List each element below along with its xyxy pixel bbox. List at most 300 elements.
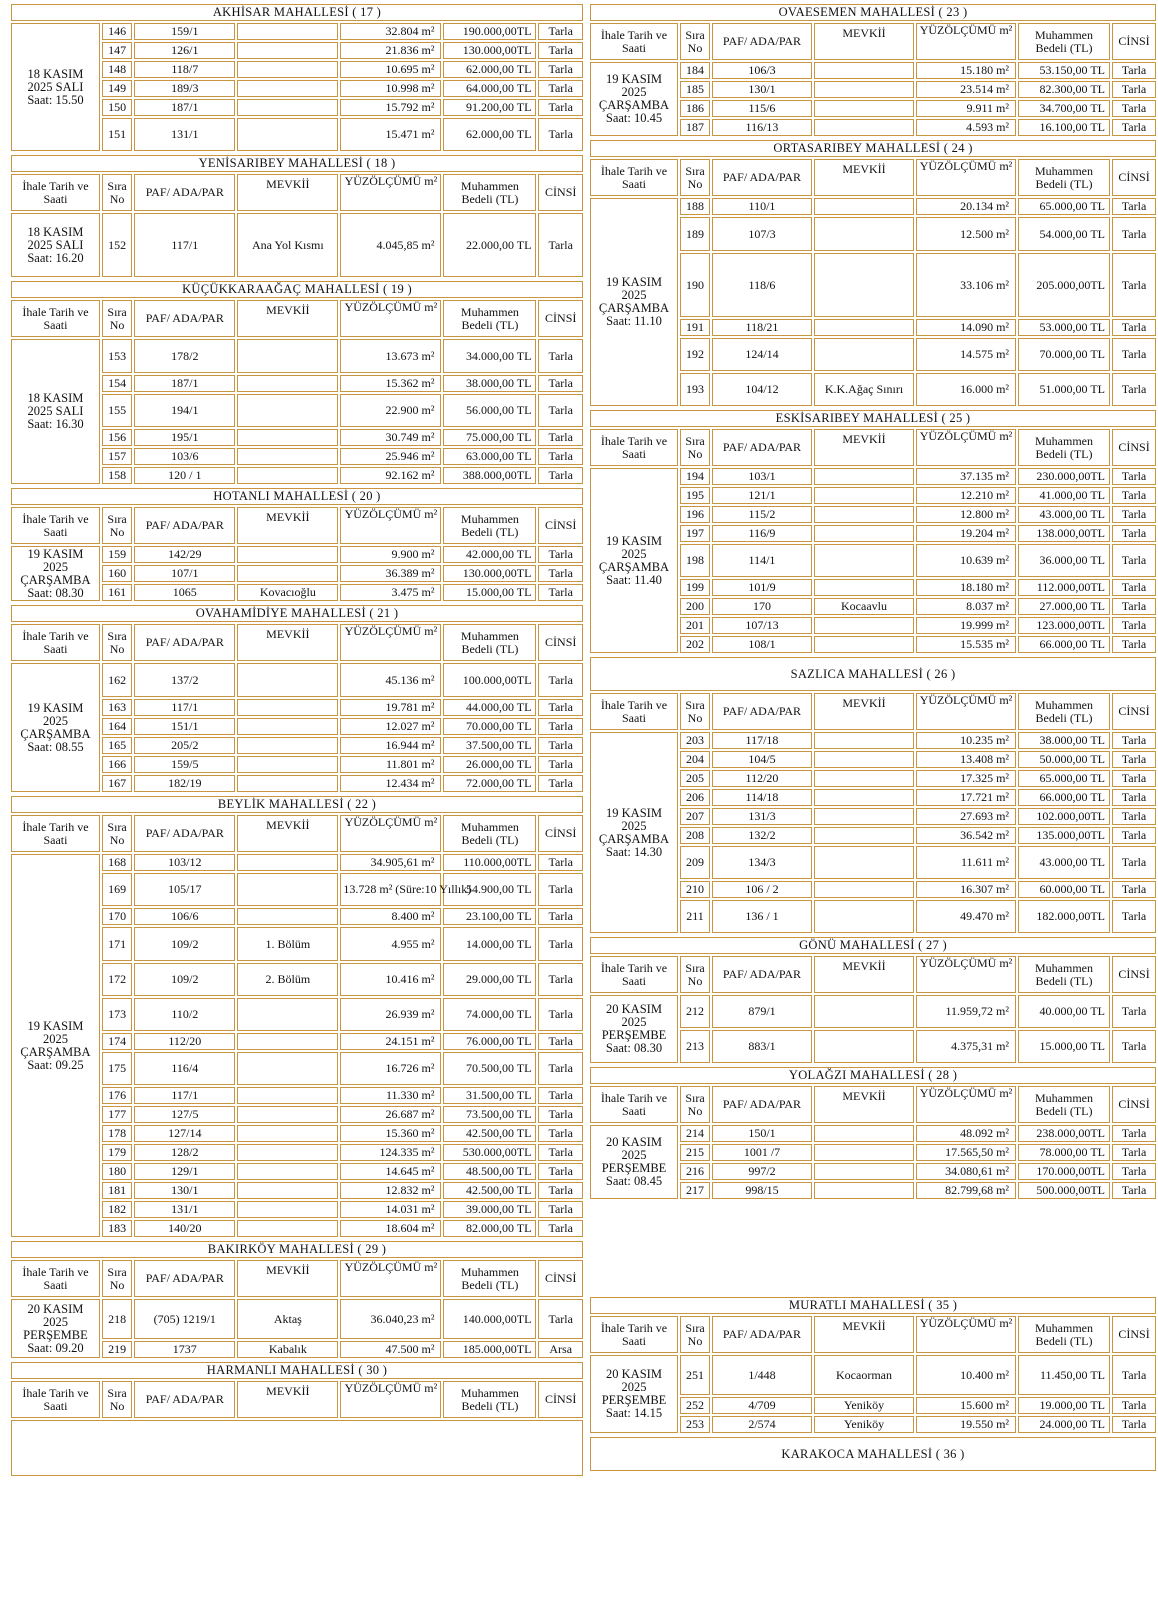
row-location (814, 1182, 914, 1199)
row-type: Tarla (538, 61, 583, 78)
row-parcel: 116/4 (134, 1052, 235, 1085)
row-type: Tarla (538, 1299, 583, 1339)
section-table (588, 2, 1158, 138)
row-location (237, 699, 338, 716)
row-price: 62.000,00 TL (443, 118, 536, 151)
header-paf: PAF/ ADA/PAR (134, 624, 235, 661)
row-location: Kocaorman (814, 1355, 914, 1395)
row-location (237, 718, 338, 735)
row-number: 214 (680, 1125, 710, 1142)
row-number: 183 (102, 1220, 132, 1237)
header-cinsi: CİNSİ (1112, 1316, 1156, 1353)
row-price: 39.000,00 TL (443, 1201, 536, 1218)
row-area: 13.673 m² (340, 339, 441, 373)
header-date: İhale Tarih ve Saati (590, 693, 678, 730)
row-area: 16.726 m² (340, 1052, 441, 1085)
column-header-row (11, 174, 583, 211)
row-type: Tarla (1112, 846, 1156, 879)
row-type: Tarla (538, 775, 583, 792)
row-area: 10.400 m² (916, 1355, 1016, 1395)
row-number: 179 (102, 1144, 132, 1161)
row-price: 78.000,00 TL (1018, 1144, 1110, 1161)
row-price: 29.000,00 TL (443, 963, 536, 996)
row-parcel: 103/12 (134, 854, 235, 871)
row-area: 3.475 m² (340, 584, 441, 601)
row-number: 207 (680, 808, 710, 825)
row-location (814, 751, 914, 768)
row-number: 252 (680, 1397, 710, 1414)
row-location: 2. Bölüm (237, 963, 338, 996)
section-title: BAKIRKÖY MAHALLESİ ( 29 ) (11, 1241, 583, 1258)
row-type: Tarla (1112, 1416, 1156, 1433)
row-location: Kabalık (237, 1341, 338, 1358)
row-area: 45.136 m² (340, 663, 441, 697)
row-type: Tarla (1112, 338, 1156, 371)
row-number: 213 (680, 1030, 710, 1063)
row-area: 26.687 m² (340, 1106, 441, 1123)
row-parcel: 117/1 (134, 1087, 235, 1104)
row-location (237, 1052, 338, 1085)
row-price: 185.000,00TL (443, 1341, 536, 1358)
header-sira: Sıra No (102, 1381, 132, 1418)
row-area: 8.037 m² (916, 598, 1016, 615)
table-row (11, 1299, 583, 1339)
row-price: 40.000,00 TL (1018, 995, 1110, 1028)
row-parcel: 130/1 (712, 81, 812, 98)
row-number: 182 (102, 1201, 132, 1218)
header-mevki: MEVKİİ (237, 815, 338, 852)
row-area: 19.204 m² (916, 525, 1016, 542)
header-sira: Sıra No (680, 159, 710, 196)
row-location: Yeniköy (814, 1397, 914, 1414)
auction-date: 18 KASIM 2025 SALI Saat: 16.30 (11, 339, 100, 484)
section-title-row (11, 281, 583, 298)
row-number: 146 (102, 23, 132, 40)
row-area: 48.092 m² (916, 1125, 1016, 1142)
row-number: 172 (102, 963, 132, 996)
row-price: 72.000,00 TL (443, 775, 536, 792)
row-number: 174 (102, 1033, 132, 1050)
header-cinsi: CİNSİ (1112, 1086, 1156, 1123)
row-area: 26.939 m² (340, 998, 441, 1031)
header-yuzolcumu: YÜZÖLÇÜMÜ m² (340, 507, 441, 544)
row-parcel: 1065 (134, 584, 235, 601)
header-paf: PAF/ ADA/PAR (712, 956, 812, 993)
right-column (588, 2, 1150, 1473)
row-parcel: 112/20 (712, 770, 812, 787)
row-number: 195 (680, 487, 710, 504)
row-number: 198 (680, 544, 710, 577)
row-location (237, 854, 338, 871)
row-number: 193 (680, 373, 710, 406)
header-date: İhale Tarih ve Saati (11, 1260, 100, 1297)
column-header-row (11, 815, 583, 852)
row-type: Tarla (1112, 827, 1156, 844)
row-parcel: 130/1 (134, 1182, 235, 1199)
row-price: 24.000,00 TL (1018, 1416, 1110, 1433)
header-paf: PAF/ ADA/PAR (712, 429, 812, 466)
header-cinsi: CİNSİ (538, 1381, 583, 1418)
row-location (237, 61, 338, 78)
row-area: 49.470 m² (916, 900, 1016, 933)
header-paf: PAF/ ADA/PAR (134, 300, 235, 337)
row-area: 12.434 m² (340, 775, 441, 792)
section-title: ESKİSARIBEY MAHALLESİ ( 25 ) (590, 410, 1156, 427)
row-price: 31.500,00 TL (443, 1087, 536, 1104)
row-parcel: 126/1 (134, 42, 235, 59)
row-parcel: 107/3 (712, 217, 812, 251)
row-area: 47.500 m² (340, 1341, 441, 1358)
row-location (237, 80, 338, 97)
section-title-row (11, 1241, 583, 1258)
section-table (9, 279, 585, 486)
row-type: Tarla (1112, 1163, 1156, 1180)
row-parcel: 118/6 (712, 253, 812, 317)
header-sira: Sıra No (102, 624, 132, 661)
row-price: 123.000,00TL (1018, 617, 1110, 634)
row-type: Tarla (538, 546, 583, 563)
row-location (814, 900, 914, 933)
section-title-row (11, 1362, 583, 1379)
header-date: İhale Tarih ve Saati (590, 956, 678, 993)
section-title: KÜÇÜKKARAAĞAÇ MAHALLESİ ( 19 ) (11, 281, 583, 298)
row-area: 14.031 m² (340, 1201, 441, 1218)
row-location: 1. Bölüm (237, 927, 338, 961)
row-type: Tarla (538, 118, 583, 151)
auction-date: 19 KASIM 2025 ÇARŞAMBA Saat: 08.30 (11, 546, 100, 601)
row-location (237, 467, 338, 484)
row-number: 155 (102, 394, 132, 427)
row-area: 36.389 m² (340, 565, 441, 582)
row-number: 208 (680, 827, 710, 844)
row-area: 13.408 m² (916, 751, 1016, 768)
row-number: 148 (102, 61, 132, 78)
section-title: HOTANLI MAHALLESİ ( 20 ) (11, 488, 583, 505)
row-parcel: 189/3 (134, 80, 235, 97)
row-number: 197 (680, 525, 710, 542)
row-price: 82.000,00 TL (443, 1220, 536, 1237)
header-cinsi: CİNSİ (1112, 429, 1156, 466)
row-location (814, 544, 914, 577)
row-number: 170 (102, 908, 132, 925)
row-price: 138.000,00TL (1018, 525, 1110, 542)
row-price: 19.000,00 TL (1018, 1397, 1110, 1414)
row-location (237, 546, 338, 563)
row-type: Tarla (538, 927, 583, 961)
row-price: 190.000,00TL (443, 23, 536, 40)
row-parcel: 120 / 1 (134, 467, 235, 484)
row-type: Tarla (538, 99, 583, 116)
header-sira: Sıra No (680, 1316, 710, 1353)
empty-row (11, 1420, 583, 1476)
row-type: Tarla (1112, 373, 1156, 406)
row-type: Tarla (1112, 1355, 1156, 1395)
row-type: Tarla (1112, 1182, 1156, 1199)
row-area: 23.514 m² (916, 81, 1016, 98)
row-location (237, 1201, 338, 1218)
row-parcel: 115/6 (712, 100, 812, 117)
row-location (814, 579, 914, 596)
section-title-row (590, 4, 1156, 21)
row-price: 43.000,00 TL (1018, 506, 1110, 523)
row-parcel: 997/2 (712, 1163, 812, 1180)
row-parcel: 117/18 (712, 732, 812, 749)
header-paf: PAF/ ADA/PAR (712, 159, 812, 196)
row-price: 36.000,00 TL (1018, 544, 1110, 577)
row-number: 163 (102, 699, 132, 716)
auction-date: 19 KASIM 2025 ÇARŞAMBA Saat: 11.40 (590, 468, 678, 653)
row-location (814, 636, 914, 653)
section-title: YOLAĞZI MAHALLESİ ( 28 ) (590, 1067, 1156, 1084)
header-mevki: MEVKİİ (814, 429, 914, 466)
row-type: Tarla (538, 339, 583, 373)
row-area: 11.959,72 m² (916, 995, 1016, 1028)
section-title-row (11, 605, 583, 622)
row-price: 76.000,00 TL (443, 1033, 536, 1050)
table-row (11, 213, 583, 277)
row-type: Tarla (538, 1052, 583, 1085)
header-mevki: MEVKİİ (814, 23, 914, 60)
row-parcel: 883/1 (712, 1030, 812, 1063)
row-price: 15.000,00 TL (443, 584, 536, 601)
row-area: 17.325 m² (916, 770, 1016, 787)
section-title-row (590, 410, 1156, 427)
auction-date: 20 KASIM 2025 PERŞEMBE Saat: 14.15 (590, 1355, 678, 1433)
header-date: İhale Tarih ve Saati (11, 300, 100, 337)
row-number: 173 (102, 998, 132, 1031)
row-price: 82.300,00 TL (1018, 81, 1110, 98)
row-number: 202 (680, 636, 710, 653)
row-location (237, 1163, 338, 1180)
row-type: Tarla (1112, 881, 1156, 898)
row-location (814, 468, 914, 485)
header-date: İhale Tarih ve Saati (11, 174, 100, 211)
row-parcel: 151/1 (134, 718, 235, 735)
row-location: Yeniköy (814, 1416, 914, 1433)
row-type: Tarla (538, 584, 583, 601)
row-number: 165 (102, 737, 132, 754)
row-area: 10.235 m² (916, 732, 1016, 749)
row-area: 16.000 m² (916, 373, 1016, 406)
row-location (814, 770, 914, 787)
section-title: AKHİSAR MAHALLESİ ( 17 ) (11, 4, 583, 21)
header-sira: Sıra No (102, 300, 132, 337)
header-date: İhale Tarih ve Saati (590, 1316, 678, 1353)
table-row (11, 339, 583, 373)
section-title: HARMANLI MAHALLESİ ( 30 ) (11, 1362, 583, 1379)
row-location (814, 487, 914, 504)
row-location: K.K.Ağaç Sınırı (814, 373, 914, 406)
row-number: 162 (102, 663, 132, 697)
row-parcel: 103/1 (712, 468, 812, 485)
row-price: 102.000,00TL (1018, 808, 1110, 825)
header-mevki: MEVKİİ (237, 507, 338, 544)
row-location (814, 846, 914, 879)
row-type: Tarla (538, 699, 583, 716)
row-type: Tarla (538, 467, 583, 484)
column-header-row (590, 693, 1156, 730)
row-number: 190 (680, 253, 710, 317)
row-area: 18.180 m² (916, 579, 1016, 596)
auction-date: 20 KASIM 2025 PERŞEMBE Saat: 09.20 (11, 1299, 100, 1358)
column-header-row (11, 1260, 583, 1297)
row-location (814, 995, 914, 1028)
column-header-row (590, 159, 1156, 196)
row-price: 170.000,00TL (1018, 1163, 1110, 1180)
auction-date: 19 KASIM 2025 ÇARŞAMBA Saat: 11.10 (590, 198, 678, 406)
header-mevki: MEVKİİ (814, 1316, 914, 1353)
row-price: 73.500,00 TL (443, 1106, 536, 1123)
row-number: 196 (680, 506, 710, 523)
table-row (11, 546, 583, 563)
row-number: 167 (102, 775, 132, 792)
row-number: 152 (102, 213, 132, 277)
row-parcel: 104/12 (712, 373, 812, 406)
row-type: Tarla (538, 1106, 583, 1123)
row-price: 22.000,00 TL (443, 213, 536, 277)
section-table (9, 486, 585, 603)
column-header-row (590, 1086, 1156, 1123)
header-paf: PAF/ ADA/PAR (712, 1316, 812, 1353)
row-location (814, 100, 914, 117)
section-title: GÖNÜ MAHALLESİ ( 27 ) (590, 937, 1156, 954)
row-price: 65.000,00 TL (1018, 198, 1110, 215)
row-area: 17.721 m² (916, 789, 1016, 806)
row-price: 135.000,00TL (1018, 827, 1110, 844)
row-price: 60.000,00 TL (1018, 881, 1110, 898)
row-number: 185 (680, 81, 710, 98)
row-parcel: 109/2 (134, 963, 235, 996)
row-parcel: 106 / 2 (712, 881, 812, 898)
row-parcel: 140/20 (134, 1220, 235, 1237)
row-price: 53.000,00 TL (1018, 319, 1110, 336)
row-location (814, 81, 914, 98)
header-cinsi: CİNSİ (538, 174, 583, 211)
column-header-row (11, 507, 583, 544)
header-bedel: Muhammen Bedeli (TL) (443, 507, 536, 544)
header-date: İhale Tarih ve Saati (590, 1086, 678, 1123)
header-mevki: MEVKİİ (237, 174, 338, 211)
row-area: 11.330 m² (340, 1087, 441, 1104)
row-number: 176 (102, 1087, 132, 1104)
header-yuzolcumu: YÜZÖLÇÜMÜ m² (340, 815, 441, 852)
header-bedel: Muhammen Bedeli (TL) (443, 300, 536, 337)
row-location (814, 827, 914, 844)
row-type: Tarla (538, 1163, 583, 1180)
header-paf: PAF/ ADA/PAR (134, 1381, 235, 1418)
row-area: 30.749 m² (340, 429, 441, 446)
row-price: 42.500,00 TL (443, 1125, 536, 1142)
section-table (9, 1360, 585, 1478)
row-type: Tarla (538, 213, 583, 277)
row-number: 164 (102, 718, 132, 735)
row-location (237, 42, 338, 59)
row-number: 188 (680, 198, 710, 215)
row-price: 51.000,00 TL (1018, 373, 1110, 406)
header-sira: Sıra No (680, 23, 710, 60)
header-yuzolcumu: YÜZÖLÇÜMÜ m² (340, 174, 441, 211)
row-area: 4.375,31 m² (916, 1030, 1016, 1063)
row-parcel: 159/5 (134, 756, 235, 773)
row-number: 216 (680, 1163, 710, 1180)
row-price: 42.000,00 TL (443, 546, 536, 563)
row-location (237, 1182, 338, 1199)
header-mevki: MEVKİİ (237, 1381, 338, 1418)
row-number: 186 (680, 100, 710, 117)
row-type: Tarla (538, 854, 583, 871)
section-title-row (590, 1067, 1156, 1084)
table-row (11, 663, 583, 697)
row-price: 110.000,00TL (443, 854, 536, 871)
row-number: 211 (680, 900, 710, 933)
header-bedel: Muhammen Bedeli (TL) (443, 174, 536, 211)
row-area: 24.151 m² (340, 1033, 441, 1050)
row-area: 22.900 m² (340, 394, 441, 427)
row-type: Tarla (1112, 995, 1156, 1028)
row-parcel: 117/1 (134, 213, 235, 277)
row-parcel: 114/1 (712, 544, 812, 577)
header-yuzolcumu: YÜZÖLÇÜMÜ m² (340, 1260, 441, 1297)
row-area: 15.180 m² (916, 62, 1016, 79)
row-price: 130.000,00TL (443, 42, 536, 59)
row-area: 13.728 m² (Süre:10 Yıllık) (340, 873, 441, 906)
column-header-row (11, 624, 583, 661)
row-type: Tarla (538, 1220, 583, 1237)
row-price: 44.000,00 TL (443, 699, 536, 716)
header-paf: PAF/ ADA/PAR (134, 1260, 235, 1297)
column-header-row (11, 300, 583, 337)
row-location (237, 998, 338, 1031)
row-location (237, 1033, 338, 1050)
row-number: 158 (102, 467, 132, 484)
row-number: 199 (680, 579, 710, 596)
row-type: Arsa (538, 1341, 583, 1358)
row-area: 9.900 m² (340, 546, 441, 563)
row-location (237, 1144, 338, 1161)
row-location (814, 808, 914, 825)
row-area: 34.080,61 m² (916, 1163, 1016, 1180)
section-title-row (590, 937, 1156, 954)
auction-date: 19 KASIM 2025 ÇARŞAMBA Saat: 08.55 (11, 663, 100, 792)
row-type: Tarla (1112, 81, 1156, 98)
row-price: 34.000,00 TL (443, 339, 536, 373)
row-area: 11.801 m² (340, 756, 441, 773)
header-bedel: Muhammen Bedeli (TL) (1018, 1316, 1110, 1353)
row-parcel: 1001 /7 (712, 1144, 812, 1161)
header-date: İhale Tarih ve Saati (11, 507, 100, 544)
header-yuzolcumu: YÜZÖLÇÜMÜ m² (916, 23, 1016, 60)
row-area: 15.362 m² (340, 375, 441, 392)
section-table (588, 408, 1158, 655)
row-type: Tarla (538, 80, 583, 97)
header-cinsi: CİNSİ (538, 815, 583, 852)
row-parcel: 182/19 (134, 775, 235, 792)
section-title: ORTASARIBEY MAHALLESİ ( 24 ) (590, 140, 1156, 157)
row-location (237, 448, 338, 465)
row-area: 15.471 m² (340, 118, 441, 151)
row-number: 177 (102, 1106, 132, 1123)
row-area: 20.134 m² (916, 198, 1016, 215)
row-price: 56.000,00 TL (443, 394, 536, 427)
row-type: Tarla (1112, 770, 1156, 787)
row-parcel: 187/1 (134, 375, 235, 392)
row-number: 204 (680, 751, 710, 768)
row-number: 150 (102, 99, 132, 116)
row-area: 27.693 m² (916, 808, 1016, 825)
auction-date: 19 KASIM 2025 ÇARŞAMBA Saat: 09.25 (11, 854, 100, 1237)
row-type: Tarla (538, 23, 583, 40)
row-number: 200 (680, 598, 710, 615)
